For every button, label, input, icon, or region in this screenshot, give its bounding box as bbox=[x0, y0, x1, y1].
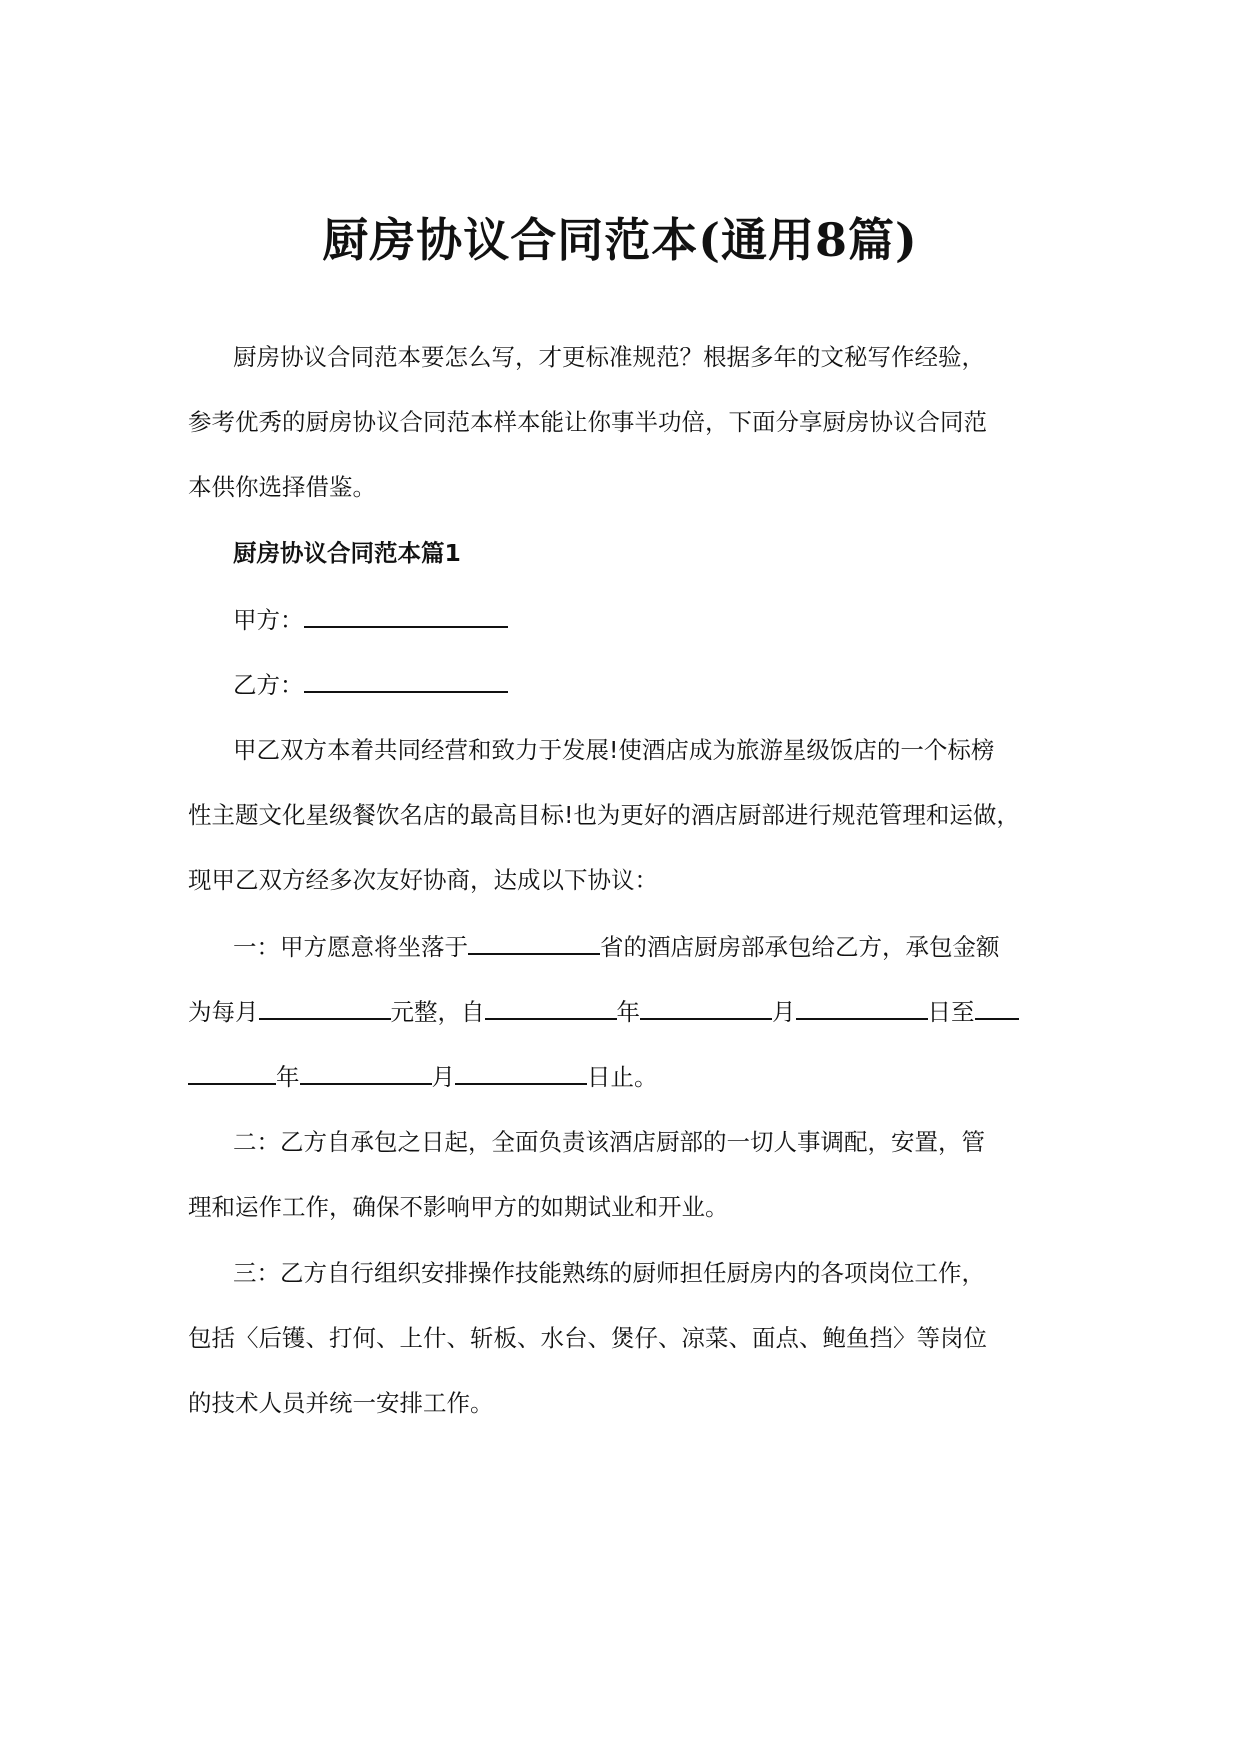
section-heading: 厨房协议合同范本篇1 bbox=[233, 539, 461, 567]
party-a-blank bbox=[304, 602, 508, 628]
party-b-blank bbox=[304, 667, 508, 693]
clause2-line-1: 二：乙方自承包之日起，全面负责该酒店厨部的一切人事调配，安置，管 bbox=[233, 1128, 985, 1156]
clause1-text-a: 一：甲方愿意将坐落于 bbox=[233, 933, 468, 961]
preamble-line-1: 甲乙双方本着共同经营和致力于发展!使酒店成为旅游星级饭店的一个标榜 bbox=[233, 736, 995, 764]
clause1-amount-blank bbox=[259, 994, 391, 1020]
clause1-end-day-blank bbox=[455, 1059, 587, 1085]
clause1-end-month-blank bbox=[300, 1059, 432, 1085]
clause1-from-label: 元整，自 bbox=[390, 998, 485, 1026]
preamble-line-2: 性主题文化星级餐饮名店的最高目标!也为更好的酒店厨部进行规范管理和运做， bbox=[188, 801, 1020, 829]
intro-line-3: 本供你选择借鉴。 bbox=[188, 473, 376, 501]
clause1-line-2 bbox=[188, 994, 1019, 1029]
clause3-line-2: 包括〈后镬、打何、上什、斩板、水台、煲仔、凉菜、面点、鲍鱼挡〉等岗位 bbox=[188, 1324, 987, 1352]
party-b-line bbox=[233, 667, 508, 702]
clause1-end-year-blank-start bbox=[975, 994, 1019, 1020]
clause1-text-b: 省的酒店厨房部承包给乙方，承包金额 bbox=[600, 933, 1000, 961]
clause1-monthly-label: 为每月 bbox=[188, 998, 259, 1026]
clause1-line-1 bbox=[233, 929, 1000, 964]
intro-line-1: 厨房协议合同范本要怎么写，才更标准规范？根据多年的文秘写作经验， bbox=[233, 343, 985, 371]
clause1-end-month-label: 月 bbox=[431, 1063, 455, 1091]
clause1-month-label: 月 bbox=[772, 998, 796, 1026]
party-b-label: 乙方： bbox=[233, 671, 304, 699]
clause1-start-day-blank bbox=[796, 994, 928, 1020]
party-a-label: 甲方： bbox=[233, 606, 304, 634]
clause2-line-2: 理和运作工作，确保不影响甲方的如期试业和开业。 bbox=[188, 1193, 729, 1221]
party-a-line bbox=[233, 602, 508, 637]
preamble-line-3: 现甲乙双方经多次友好协商，达成以下协议： bbox=[188, 866, 658, 894]
clause3-line-1: 三：乙方自行组织安排操作技能熟练的厨师担任厨房内的各项岗位工作， bbox=[233, 1259, 985, 1287]
clause3-line-3: 的技术人员并统一安排工作。 bbox=[188, 1389, 494, 1417]
clause1-location-blank bbox=[468, 929, 600, 955]
clause1-to-label: 日至 bbox=[927, 998, 975, 1026]
clause1-line-3 bbox=[188, 1059, 658, 1094]
clause1-year-label: 年 bbox=[616, 998, 640, 1026]
clause1-start-year-blank bbox=[485, 994, 617, 1020]
clause1-end-label: 日止。 bbox=[587, 1063, 658, 1091]
intro-line-2: 参考优秀的厨房协议合同范本样本能让你事半功倍，下面分享厨房协议合同范 bbox=[188, 408, 987, 436]
clause1-start-month-blank bbox=[640, 994, 772, 1020]
clause1-end-year-blank-cont bbox=[188, 1059, 276, 1085]
clause1-end-year-label: 年 bbox=[276, 1063, 300, 1091]
document-title: 厨房协议合同范本(通用8篇) bbox=[322, 213, 918, 267]
